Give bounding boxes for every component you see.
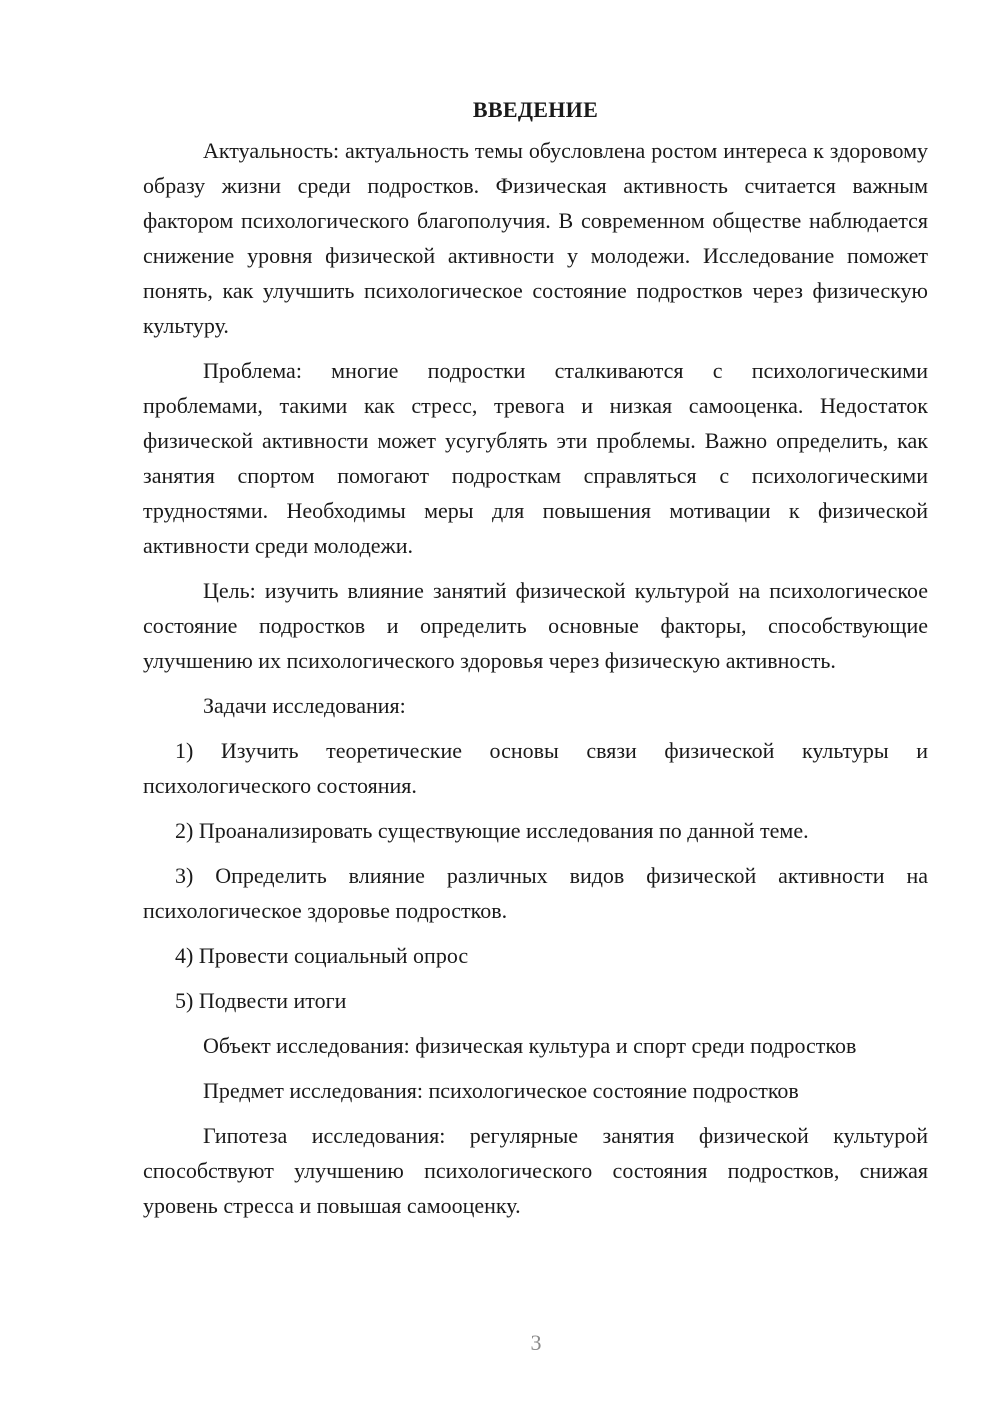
relevance-paragraph: Актуальность: актуальность темы обусловлена ростом интереса к здоровому образу жизни среди подростков. Физическая активность считается важным фактором психологического благополучия. В современном обществе наблюдается снижение уровня физической активности у молодежи. Исследование поможет понять, как улучшить психологическое состояние подростков через физическую культуру. [143, 138, 928, 338]
task-item: 3) Определить влияние различных видов физической активности на психологическое здоровье подростков. [143, 863, 928, 923]
problem-paragraph: Проблема: многие подростки сталкиваются с психологическими проблемами, такими как стресс, тревога и низкая самооценка. Недостаток физической активности может усугублять эти проблемы. Важно определить, как занятия спортом помогают подросткам справляться с психологическими трудностями. Необходимы меры для повышения мотивации к физической активности среди молодежи. [143, 358, 928, 558]
task-item: 4) Провести социальный опрос [175, 943, 469, 968]
object-paragraph: Объект исследования: физическая культура и спорт среди подростков [203, 1033, 857, 1058]
goal-paragraph: Цель: изучить влияние занятий физической культурой на психологическое состояние подростков и определить основные факторы, способствующие улучшению их психологического здоровья через физическую активность. [143, 578, 928, 673]
page-title: ВВЕДЕНИЕ [472, 97, 599, 122]
page-number: 3 [530, 1330, 542, 1355]
hypothesis-paragraph: Гипотеза исследования: регулярные занятия физической культурой способствуют улучшению психологического состояния подростков, снижая уровень стресса и повышая самооценку. [143, 1123, 928, 1218]
document-page [143, 92, 928, 1233]
task-item: 5) Подвести итоги [175, 988, 347, 1013]
subject-paragraph: Предмет исследования: психологическое состояние подростков [203, 1078, 799, 1103]
task-item: 1) Изучить теоретические основы связи физической культуры и психологического состояния. [143, 738, 928, 798]
task-item: 2) Проанализировать существующие исследования по данной теме. [175, 818, 809, 843]
tasks-heading: Задачи исследования: [203, 693, 406, 718]
